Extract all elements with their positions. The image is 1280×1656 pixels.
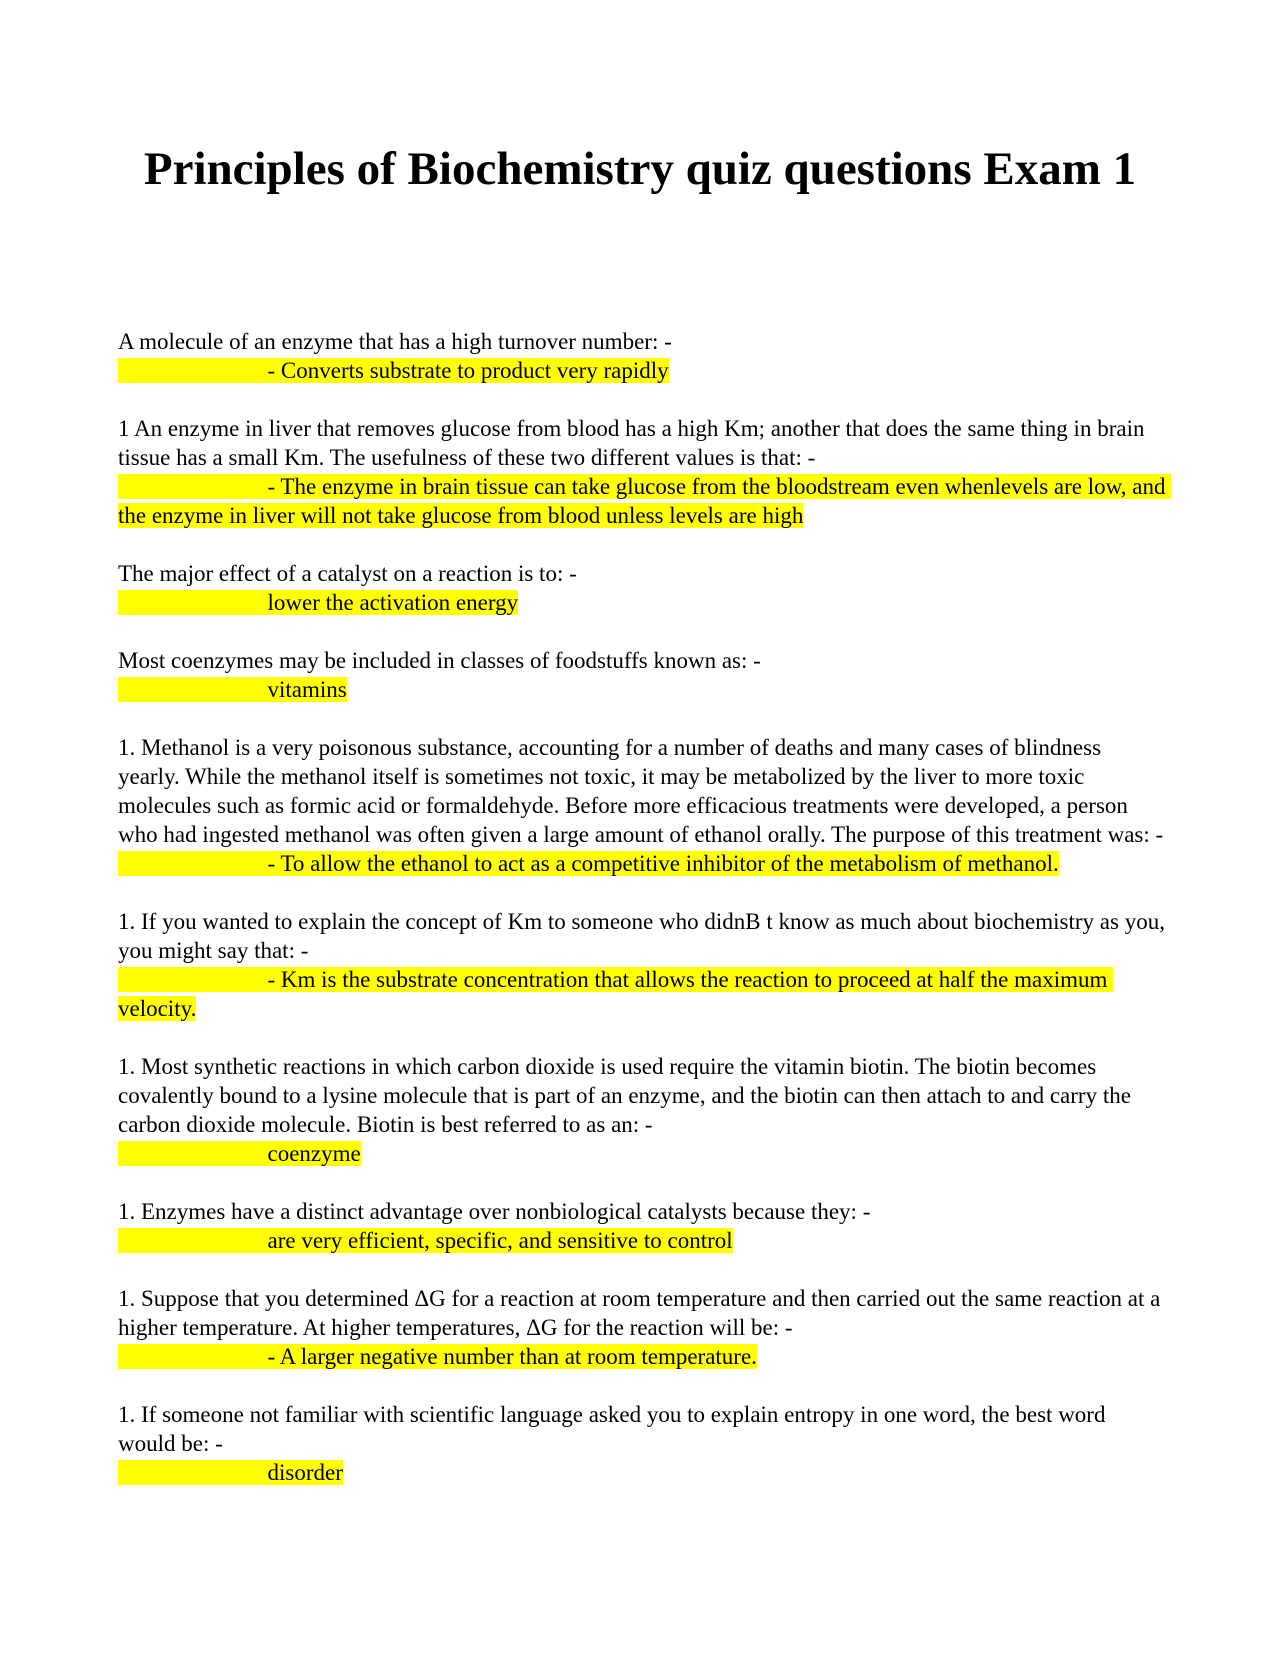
answer-highlight: coenzyme xyxy=(118,1141,361,1166)
question-text: 1. If you wanted to explain the concept of Km to someone who didnB t know as much about biochemistry as you, you might say that: - xyxy=(118,909,1165,963)
answer-line xyxy=(118,1458,1168,1487)
answer-highlight: - Converts substrate to product very rapidly xyxy=(118,358,669,383)
question-text: 1. Most synthetic reactions in which carbon dioxide is used require the vitamin biotin. The biotin becomes covalently bound to a lysine molecule that is part of an enzyme, and the biotin can then attach to and carry the carbon dioxide molecule. Biotin is best referred to as an: - xyxy=(118,1054,1131,1137)
qa-item xyxy=(118,907,1168,1023)
qa-item xyxy=(118,1284,1168,1371)
qa-item xyxy=(118,1052,1168,1168)
question-text: 1. Enzymes have a distinct advantage over nonbiological catalysts because they: - xyxy=(118,1199,871,1224)
question-text: A molecule of an enzyme that has a high turnover number: - xyxy=(118,329,672,354)
answer-line xyxy=(118,1226,1168,1255)
qa-list xyxy=(118,327,1172,1516)
qa-item xyxy=(118,733,1168,878)
qa-item xyxy=(118,646,1168,704)
question-text: 1. Suppose that you determined ΔG for a reaction at room temperature and then carried out the same reaction at a higher temperature. At higher temperatures, ΔG for the reaction will be: - xyxy=(118,1286,1161,1340)
answer-line xyxy=(118,849,1168,878)
question-text: 1 An enzyme in liver that removes glucose from blood has a high Km; another that does the same thing in brain tissue has a small Km. The usefulness of these two different values is that: - xyxy=(118,416,1145,470)
qa-item xyxy=(118,559,1168,617)
answer-highlight: - To allow the ethanol to act as a competitive inhibitor of the metabolism of methanol. xyxy=(118,851,1059,876)
document-title: Principles of Biochemistry quiz questions Exam 1 xyxy=(143,143,1137,195)
answer-highlight: - A larger negative number than at room temperature. xyxy=(118,1344,757,1369)
answer-highlight: are very efficient, specific, and sensitive to control xyxy=(118,1228,733,1253)
answer-highlight: disorder xyxy=(118,1460,343,1485)
question-text: The major effect of a catalyst on a reaction is to: - xyxy=(118,561,577,586)
qa-item xyxy=(118,414,1172,530)
answer-line xyxy=(118,675,1168,704)
question-text: 1. Methanol is a very poisonous substance, accounting for a number of deaths and many cases of blindness yearly. While the methanol itself is sometimes not toxic, it may be metabolized by the liver to more toxic molecules such as formic acid or formaldehyde. Before more efficacious treatments were developed, a person who had ingested methanol was often given a large amount of ethanol orally. The purpose of this treatment was: - xyxy=(118,735,1164,847)
answer-line xyxy=(118,1139,1168,1168)
answer-line xyxy=(118,965,1168,1023)
qa-item xyxy=(118,1197,1168,1255)
answer-line xyxy=(118,588,1168,617)
answer-line xyxy=(118,472,1172,530)
answer-line xyxy=(118,356,1168,385)
answer-highlight: lower the activation energy xyxy=(118,590,519,615)
answer-line xyxy=(118,1342,1168,1371)
answer-highlight: - The enzyme in brain tissue can take glucose from the bloodstream even whenlevels are low, and the enzyme in liver will not take glucose from blood unless levels are high xyxy=(118,474,1172,528)
question-text: Most coenzymes may be included in classes of foodstuffs known as: - xyxy=(118,648,761,673)
question-text: 1. If someone not familiar with scientific language asked you to explain entropy in one word, the best word would be: - xyxy=(118,1402,1106,1456)
qa-item xyxy=(118,1400,1168,1487)
qa-item xyxy=(118,327,1168,385)
answer-highlight: vitamins xyxy=(118,677,347,702)
answer-highlight: - Km is the substrate concentration that allows the reaction to proceed at half the maximum velocity. xyxy=(118,967,1114,1021)
